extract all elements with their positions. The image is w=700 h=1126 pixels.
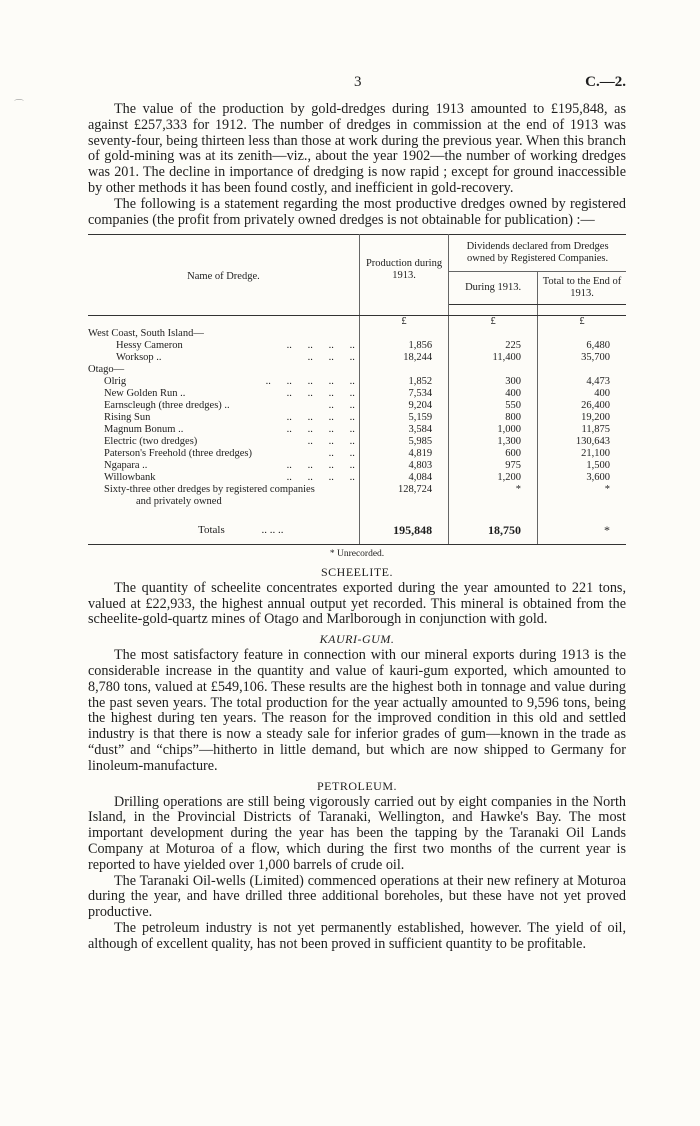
table-row	[88, 352, 626, 364]
col-header-production: Production during 1913.	[359, 235, 448, 305]
dividend-during-value: 1,300	[449, 436, 538, 448]
production-value: 4,819	[359, 448, 448, 460]
production-value	[359, 364, 448, 376]
kauri-gum-paragraph: The most satisfactory feature in connection with our mineral exports during 1913 is the considerable increase in the quantity and value of kauri-gum exported, which amounted to 8,780 tons, valued at £549,106. These results are the highest both in tonnage and value during the past seven years. The total production for the year actually amounted to 9,596 tons, being the highest during ten years. The reason for the improved condition in this old and settled industry is that there is now a steady sale for inferior grades of gum—known in the trade as “dust” and “chips”—hitherto in little demand, but which are now shipped to Germany for linoleum-manufacture.	[88, 647, 626, 774]
dredge-name: Earnscleugh (three dredges) ..	[104, 399, 230, 411]
leader-dots: .. .. ..	[261, 523, 284, 536]
group-row	[88, 328, 626, 340]
totals-row	[88, 516, 626, 545]
leader-dots: .. ..	[328, 447, 355, 459]
dredge-name: Willowbank	[104, 471, 156, 483]
leader-dots: .. .. .. ..	[286, 411, 355, 423]
leader-dots: .. .. .. ..	[286, 387, 355, 399]
table-row	[88, 496, 626, 508]
dredge-table	[88, 234, 626, 545]
dredge-name: Magnum Bonum ..	[104, 423, 184, 435]
heading-petroleum: PETROLEUM.	[317, 778, 397, 793]
production-value: 5,159	[359, 412, 448, 424]
table-row	[88, 424, 626, 436]
currency-row: £ £ £	[88, 315, 626, 328]
dividend-total-value: 19,200	[581, 411, 610, 423]
dividend-total-value: 4,473	[586, 375, 610, 387]
page-header	[88, 74, 626, 102]
col-header-during: During 1913.	[449, 272, 538, 305]
totals-during: 18,750	[449, 516, 538, 545]
dividend-total-value	[538, 496, 626, 508]
leader-dots: .. ..	[328, 399, 355, 411]
dividend-during-value: 400	[449, 388, 538, 400]
dredge-name: Paterson's Freehold (three dredges)	[104, 447, 252, 459]
dredge-name: Ngapara ..	[104, 459, 148, 471]
production-value: 4,803	[359, 460, 448, 472]
dredge-name: Electric (two dredges)	[104, 435, 198, 447]
totals-label: Totals	[198, 523, 225, 536]
dividend-during-value	[449, 364, 538, 376]
table-row	[88, 484, 626, 496]
dividend-during-value: 600	[449, 448, 538, 460]
dividend-during-value: 11,400	[449, 352, 538, 364]
dredge-name: Olrig	[104, 375, 127, 387]
production-value: 4,084	[359, 472, 448, 484]
leader-dots: .. .. .. ..	[286, 339, 355, 351]
dividend-total-value	[538, 364, 626, 376]
col-header-name: Name of Dredge.	[88, 235, 359, 305]
dividend-during-value	[449, 496, 538, 508]
dividend-total-value: 11,875	[581, 423, 610, 435]
production-value	[359, 496, 448, 508]
table-row	[88, 472, 626, 484]
leader-dots: .. .. ..	[307, 351, 355, 363]
table-row	[88, 400, 626, 412]
dividend-total-value: 3,600	[586, 471, 610, 483]
document-reference: C.—2.	[585, 74, 626, 90]
production-value: 5,985	[359, 436, 448, 448]
dividend-total-value: 6,480	[586, 339, 610, 351]
table-row	[88, 376, 626, 388]
dividend-during-value: 1,000	[449, 424, 538, 436]
table-row	[88, 436, 626, 448]
leader-dots: .. .. .. ..	[286, 459, 355, 471]
leader-dots: .. .. .. ..	[286, 471, 355, 483]
table-row	[88, 412, 626, 424]
heading-kauri-gum: KAURI-GUM.	[319, 632, 395, 647]
production-value: 7,534	[359, 388, 448, 400]
production-value: 1,852	[359, 376, 448, 388]
dredge-name: and privately owned	[136, 495, 222, 507]
leader-dots: .. .. .. .. ..	[265, 375, 355, 387]
dredge-name: Worksop ..	[116, 351, 162, 363]
dividend-during-value: 225	[449, 340, 538, 352]
totals-production: 195,848	[359, 516, 448, 545]
dredge-name: Sixty-three other dredges by registered companies	[104, 483, 315, 495]
table-row	[88, 448, 626, 460]
dividend-total-value: 130,643	[575, 435, 610, 447]
table-body	[88, 315, 626, 508]
col-header-total: Total to the End of 1913.	[538, 272, 626, 305]
dividend-during-value: 1,200	[449, 472, 538, 484]
production-value	[359, 328, 448, 340]
dividend-total-value: 26,400	[581, 399, 610, 411]
dividend-total-value: 400	[594, 387, 610, 399]
dividend-during-value: 300	[449, 376, 538, 388]
leader-dots: .. .. ..	[307, 435, 355, 447]
production-value: 1,856	[359, 340, 448, 352]
table-row	[88, 460, 626, 472]
dredge-name: Otago—	[88, 363, 125, 375]
group-row	[88, 364, 626, 376]
petroleum-paragraph: The petroleum industry is not yet permanently established, however. The yield of oil, although of excellent quality, has not been proved in sufficient quantity to be profitable.	[88, 920, 626, 952]
dredge-name: New Golden Run ..	[104, 387, 186, 399]
petroleum-paragraph: The Taranaki Oil-wells (Limited) commenced operations at their new refinery at Moturoa during the year, and have drilled three additional boreholes, but these have not yet proved productive.	[88, 872, 626, 921]
totals-total: *	[538, 516, 626, 545]
dredge-name: West Coast, South Island—	[88, 327, 204, 339]
page-number: 3	[354, 74, 362, 90]
dividend-during-value: 550	[449, 400, 538, 412]
dividend-total-value	[538, 328, 626, 340]
col-header-dividends: Dividends declared from Dredges owned by Registered Companies.	[449, 235, 626, 272]
production-value: 9,204	[359, 400, 448, 412]
dredge-name: Hessy Cameron	[116, 339, 183, 351]
heading-scheelite: SCHEELITE.	[321, 564, 393, 579]
leader-dots: .. .. .. ..	[286, 423, 355, 435]
dividend-during-value: 800	[449, 412, 538, 424]
production-value: 18,244	[359, 352, 448, 364]
dividend-during-value	[449, 328, 538, 340]
dividend-total-value: *	[604, 483, 610, 495]
dividend-total-value: 35,700	[581, 351, 610, 363]
document-page	[88, 74, 626, 953]
scheelite-paragraph: The quantity of scheelite concentrates exported during the year amounted to 221 tons, valued at £22,933, the highest annual output yet recorded. This mineral is obtained from the scheelite-gold-quartz mines of Otago and Marlborough in conjunction with gold.	[88, 579, 626, 628]
table-footnote: * Unrecorded.	[329, 548, 385, 559]
margin-mark: ⌒	[14, 100, 24, 111]
intro-paragraph: The value of the production by gold-dredges during 1913 amounted to £195,848, as against £257,333 for 1912. The number of dredges in commission at the end of 1913 was seventy-four, being thirteen less than those at work during the previous year. When this branch of gold-mining was at its zenith—viz., about the year 1902—the number of working dredges was 201. The decline in importance of dredging is now rapid ; except for ground inaccessible by other methods it has been found costly, and inefficient in gold-recovery.	[88, 101, 626, 196]
table-row	[88, 388, 626, 400]
dividend-during-value: 975	[449, 460, 538, 472]
dividend-total-value: 1,500	[586, 459, 610, 471]
production-value: 128,724	[359, 484, 448, 496]
intro-paragraph: The following is a statement regarding the most productive dredges owned by registered companies (the profit from privately owned dredges is not obtainable for publication) :—	[88, 195, 626, 228]
table-row	[88, 340, 626, 352]
production-value: 3,584	[359, 424, 448, 436]
dividend-total-value: 21,100	[581, 447, 610, 459]
dredge-name: Rising Sun	[104, 411, 151, 423]
petroleum-paragraph: Drilling operations are still being vigorously carried out by eight companies in the North Island, in the Provincial Districts of Taranaki, Wellington, and Hawke's Bay. The most important development during the year has been the tapping by the Taranaki Oil Lands Company at Moturoa of a flow, which during the first two months of the current year is reported to have yielded over 1,000 barrels of crude oil.	[88, 793, 626, 873]
dividend-during-value: *	[449, 484, 538, 496]
